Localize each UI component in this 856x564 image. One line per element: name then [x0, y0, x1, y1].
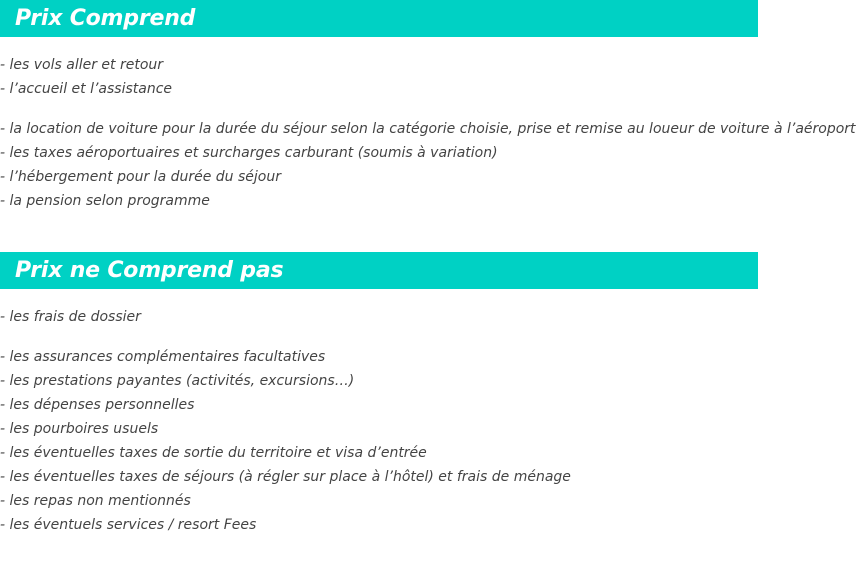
list-item: - l’hébergement pour la durée du séjour [0, 169, 281, 185]
list-item: - les éventuelles taxes de séjours (à régler sur place à l’hôtel) et frais de ménage [0, 469, 571, 485]
price-includes-section [0, 0, 856, 213]
list-item: - les pourboires usuels [0, 421, 159, 437]
price-includes-group-1 [0, 53, 758, 101]
list-item: - les éventuels services / resort Fees [0, 517, 257, 533]
price-excludes-header: Prix ne Comprend pas [0, 252, 758, 289]
list-item: - la location de voiture pour la durée du séjour selon la catégorie choisie, prise et remise au loueur de voiture à l’aéroport [0, 121, 856, 137]
list-item: - les éventuelles taxes de sortie du territoire et visa d’entrée [0, 445, 427, 461]
price-excludes-group-1 [0, 305, 758, 329]
list-item: - les taxes aéroportuaires et surcharges carburant (soumis à variation) [0, 145, 498, 161]
price-excludes-group-2 [0, 345, 758, 537]
price-excludes-section [0, 252, 758, 537]
list-item: - l’accueil et l’assistance [0, 81, 173, 97]
list-item: - les repas non mentionnés [0, 493, 191, 509]
list-item: - les prestations payantes (activités, excursions…) [0, 373, 355, 389]
list-item: - la pension selon programme [0, 193, 210, 209]
price-includes-group-2 [0, 117, 856, 213]
price-includes-header: Prix Comprend [0, 0, 758, 37]
list-item: - les dépenses personnelles [0, 397, 195, 413]
list-item: - les assurances complémentaires facultatives [0, 349, 326, 365]
list-item: - les vols aller et retour [0, 57, 164, 73]
list-item: - les frais de dossier [0, 309, 141, 325]
